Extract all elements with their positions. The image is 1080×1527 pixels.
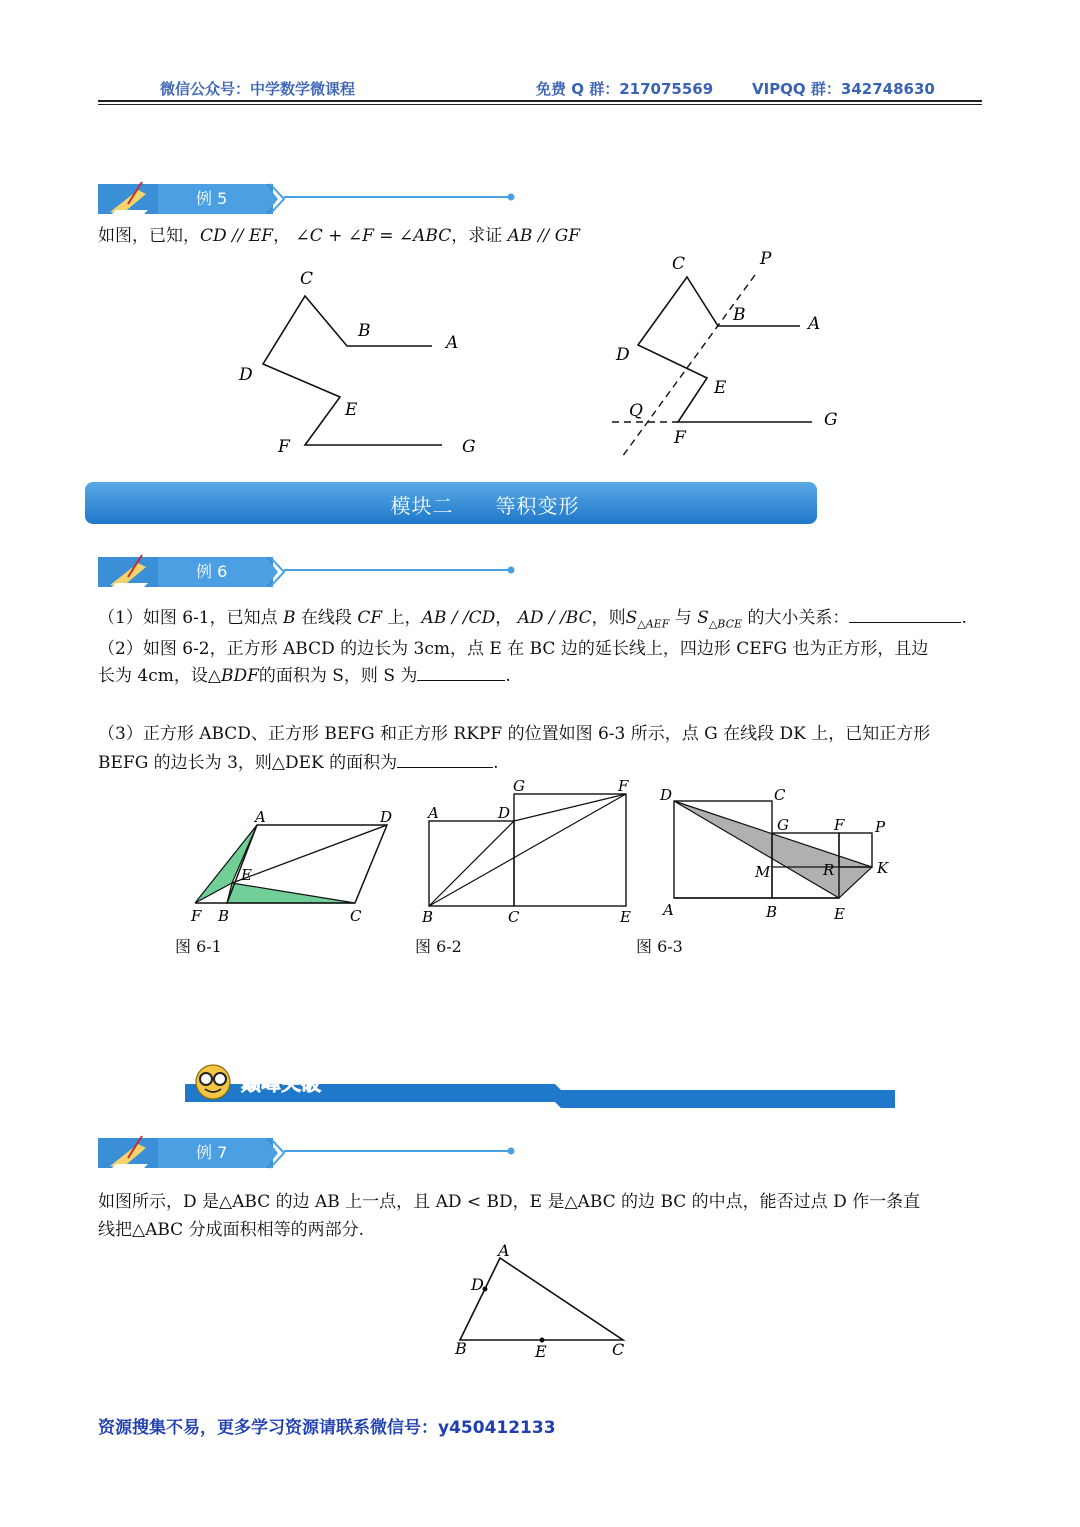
peak-banner [185,1060,895,1110]
figure-6-3 [655,782,905,927]
peak-title: 巅峰突破 [241,1071,321,1095]
label-C: C [672,254,686,274]
header-rule [98,100,982,102]
label-F: F [674,428,686,448]
header-qq-vip: VIPQQ 群：342748630 [752,80,935,98]
example6-part2-line2: 长为 4cm，设△BDF的面积为 S，则 S 为 . [98,662,982,689]
smiley-glasses-icon [196,1065,230,1099]
answer-blank [397,749,493,768]
module2-banner [85,482,817,524]
label-D: D [498,804,511,822]
label-F: F [191,907,202,925]
label-R: R [823,861,835,879]
label-C: C [774,786,786,804]
label-Q: Q [629,401,643,421]
figure-6-1 [185,805,415,925]
header-wechat: 微信公众号：中学数学微课程 [160,80,356,98]
example6-part3-line2: BEFG 的边长为 3，则△DEK 的面积为 . [98,749,982,776]
example5-banner [98,180,518,216]
label-D: D [380,808,393,826]
answer-blank [417,662,505,681]
label-C: C [612,1340,625,1359]
label-B: B [455,1339,467,1358]
example7-label: 例 7 [196,1143,228,1162]
example7-line1: 如图所示，D 是△ABC 的边 AB 上一点，且 AD < BD，E 是△ABC 的边 BC 的中点，能否过点 D 作一条直 [98,1192,921,1212]
label-C: C [300,269,314,289]
label-D: D [616,345,630,365]
label-E: E [241,866,252,884]
label-G: G [462,437,476,457]
label-C: C [508,908,520,925]
label-A: A [498,1241,510,1260]
example5-figure-right [600,245,860,465]
label-B: B [218,907,230,925]
label-E: E [714,378,727,398]
label-G: G [777,816,789,834]
label-B: B [358,321,371,341]
label-F: F [618,777,629,795]
label-A: A [808,314,821,334]
label-G: G [824,410,838,430]
header-qq-free: 免费 Q 群：217075569 [536,80,714,98]
label-D: D [471,1275,484,1294]
label-E: E [834,905,845,923]
example5-question: 如图，已知，CD // EF， ∠C + ∠F = ∠ABC，求证 AB // GF [98,226,581,246]
figure-6-2 [415,775,645,925]
caption-6-3: 图 6-3 [636,937,683,956]
label-A: A [428,804,439,822]
label-C: C [350,907,362,925]
example7-line2: 线把△ABC 分成面积相等的两部分. [98,1220,364,1240]
label-A: A [663,901,674,919]
header-rule-thin [98,104,982,105]
label-E: E [620,908,631,925]
footer-contact: 资源搜集不易，更多学习资源请联系微信号：y450412133 [98,1418,556,1438]
label-A: A [255,808,266,826]
example6-banner [98,553,518,589]
label-P: P [875,818,886,836]
example7-banner [98,1134,518,1170]
example5-label: 例 5 [196,189,228,208]
label-F: F [278,437,290,457]
label-B: B [733,305,746,325]
label-B: B [422,908,434,925]
example6-part3-line1: （3）正方形 ABCD、正方形 BEFG 和正方形 RKPF 的位置如图 6-3 所示，点 G 在线段 DK 上，已知正方形 [98,724,931,744]
answer-blank [849,604,961,623]
label-E: E [535,1342,547,1361]
label-G: G [513,777,525,795]
label-A: A [446,333,459,353]
example6-part2-line1: （2）如图 6-2，正方形 ABCD 的边长为 3cm，点 E 在 BC 边的延长线上，四边形 CEFG 也为正方形，且边 [98,639,929,659]
example6-label: 例 6 [196,562,228,581]
caption-6-1: 图 6-1 [175,937,222,956]
example5-figure-left [230,262,500,462]
label-D: D [660,786,673,804]
label-B: B [766,903,778,921]
label-M: M [755,863,771,881]
label-P: P [760,249,772,269]
label-K: K [877,859,889,877]
caption-6-2: 图 6-2 [415,937,462,956]
label-E: E [345,400,358,420]
module2-title: 模块二 等积变形 [390,494,580,518]
label-F: F [834,816,845,834]
label-D: D [239,365,253,385]
example6-part1: （1）如图 6-1，已知点 B 在线段 CF 上，AB / /CD， AD / /BC，则$S_{\triangle AEF}$ 与 $S_{\triangle BCE}$ 的大小关系： . [98,604,982,637]
example7-figure [450,1240,640,1365]
